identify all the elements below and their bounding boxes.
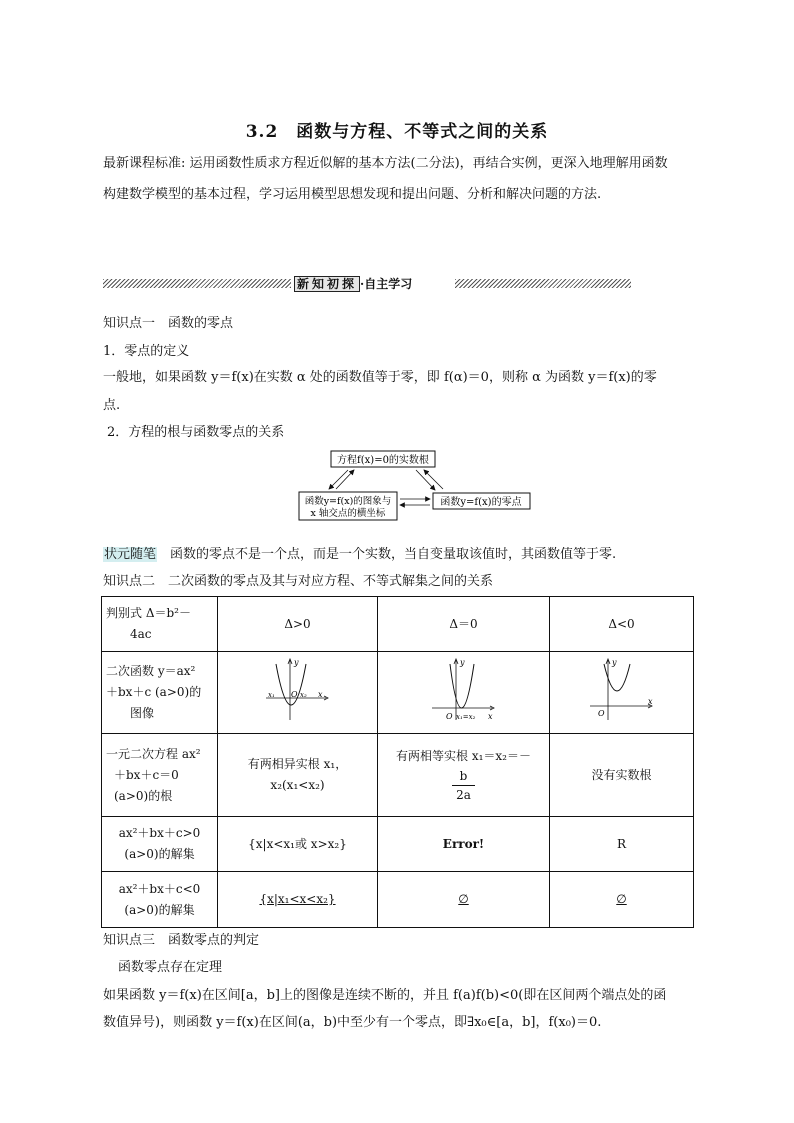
- cell-double-root: [378, 734, 550, 817]
- banner-label: [291, 275, 415, 293]
- diagram-label-zeros: 函数y=f(x)的零点: [440, 497, 522, 508]
- cell-lt-no-root: [550, 872, 694, 928]
- cell-two-distinct-roots: [218, 734, 378, 817]
- kp3-heading: 知识点三 函数零点的判定: [103, 933, 260, 948]
- diagram-label-equation-roots: 方程f(x)=0的实数根: [337, 455, 429, 466]
- graph-one-root: [428, 656, 500, 722]
- graph-label-y: y: [293, 658, 299, 667]
- graph-label-y: y: [459, 658, 465, 667]
- row-head-less-than: [102, 872, 218, 928]
- kp2-heading: 知识点二 二次函数的零点及其与对应方程、不等式解集之间的关系: [103, 574, 494, 589]
- graph-label-origin: O: [290, 690, 298, 699]
- row-head-line: 判别式 Δ＝b²－: [106, 606, 191, 620]
- cell-graph-no-root: [550, 652, 694, 734]
- row-head-line: 图像: [130, 706, 155, 720]
- cell-lt-double-root-value: ∅: [458, 892, 469, 906]
- table-row-greater-than: [102, 817, 694, 872]
- row-head-discriminant: [102, 597, 218, 652]
- cell-line: x₂(x₁<x₂): [270, 778, 325, 792]
- kp1-heading: 知识点一 函数的零点: [103, 316, 234, 331]
- graph-label-y: y: [611, 658, 617, 667]
- fraction-b-over-2a: [452, 767, 475, 804]
- cell-graph-one-root: [378, 652, 550, 734]
- table-row-less-than: [102, 872, 694, 928]
- banner-hatch-right: [455, 279, 631, 288]
- kp1-definition-line-2: 点.: [103, 398, 121, 413]
- row-head-line: (a>0)的根: [114, 788, 173, 803]
- kp3-sub: 函数零点存在定理: [118, 960, 223, 975]
- row-head-line: ax²＋bx＋c>0: [118, 826, 201, 840]
- cell-delta-zero: Δ＝0: [378, 597, 550, 652]
- row-head-line: ax²＋bx＋c<0: [118, 881, 201, 896]
- banner-rest-text: 自主学习: [364, 277, 413, 291]
- cell-lt-two-roots-value: {x|x₁<x<x₂}: [259, 892, 336, 906]
- graph-label-origin: O: [445, 712, 453, 721]
- cell-lt-no-root-value: ∅: [616, 892, 627, 906]
- curriculum-standard: [103, 148, 723, 210]
- page-title: 3.2 函数与方程、不等式之间的关系: [245, 122, 549, 142]
- standard-line-2: 构建数学模型的基本过程，学习运用模型思想发现和提出问题、分析和解决问题的方法.: [103, 187, 602, 202]
- cell-lt-two-roots: [218, 872, 378, 928]
- graph-no-root: [586, 656, 658, 722]
- graph-label-x1-eq-x2: x₁=x₂: [455, 713, 475, 721]
- diagram-arrow-3: [416, 470, 435, 490]
- fraction-denominator: 2a: [456, 788, 471, 802]
- standard-line-1: 最新课程标准: 运用函数性质求方程近似解的基本方法(二分法)，再结合实例，更深入地理解用函数: [103, 156, 668, 171]
- row-head-line: (a>0)的解集: [124, 847, 195, 861]
- table-row-graphs: [102, 652, 694, 734]
- graph-label-x1: x₁: [267, 691, 275, 699]
- kp3-line-2: 数值异号)，则函数 y＝f(x)在区间(a，b)中至少有一个零点，即∃x₀∈[a，b]，f(x₀)＝0.: [103, 1015, 602, 1030]
- cell-delta-negative: Δ<0: [550, 597, 694, 652]
- row-head-line: 二次函数 y＝ax²: [106, 664, 196, 678]
- row-head-line: 一元二次方程 ax²: [106, 746, 201, 761]
- cell-graph-two-roots: [218, 652, 378, 734]
- cell-no-real-roots: 没有实数根: [550, 734, 694, 817]
- cell-line: 有两相等实根 x₁＝x₂＝－: [396, 749, 531, 763]
- graph-label-x: x: [647, 697, 653, 706]
- cell-gt-double-root: Error!: [378, 817, 550, 872]
- banner-dot: ·: [360, 277, 365, 291]
- row-head-line: ＋bx＋c (a>0)的: [106, 685, 202, 699]
- cell-gt-no-root: R: [550, 817, 694, 872]
- banner-boxed-text: 新知初探: [294, 276, 360, 292]
- fraction-numerator: b: [452, 767, 475, 786]
- row-head-equation: [102, 734, 218, 817]
- kp1-sub1: 1．零点的定义: [103, 344, 190, 359]
- section-banner: [103, 275, 631, 293]
- table-row-discriminant: [102, 597, 694, 652]
- row-head-greater-than: [102, 817, 218, 872]
- diagram-arrow-4: [424, 470, 443, 489]
- note-text: 函数的零点不是一个点，而是一个实数，当自变量取该值时，其函数值等于零.: [157, 547, 617, 562]
- note-line: [103, 543, 616, 562]
- cell-delta-positive: Δ>0: [218, 597, 378, 652]
- cell-lt-double-root: [378, 872, 550, 928]
- row-head-line: 4ac: [130, 627, 152, 641]
- graph-label-origin: O: [597, 709, 605, 718]
- diagram-label-intersection-1: 函数y=f(x)的图象与: [304, 496, 392, 507]
- diagram-label-intersection-2: x 轴交点的横坐标: [310, 508, 386, 519]
- banner-hatch-left: [103, 279, 293, 288]
- row-head-graph: [102, 652, 218, 734]
- root-zero-diagram: [298, 449, 532, 524]
- kp1-sub2: 2．方程的根与函数零点的关系: [107, 425, 285, 440]
- graph-label-x2: x₂: [299, 691, 307, 699]
- parabola-curve: [450, 664, 474, 708]
- cell-gt-two-roots: {x|x<x₁或 x>x₂}: [218, 817, 378, 872]
- row-head-line: (a>0)的解集: [124, 902, 195, 917]
- kp1-definition-line-1: 一般地，如果函数 y＝f(x)在实数 α 处的函数值等于零，即 f(α)＝0，则称 α 为函数 y＝f(x)的零: [103, 370, 657, 385]
- table-row-equation-roots: [102, 734, 694, 817]
- graph-label-x: x: [317, 690, 323, 699]
- graph-label-x: x: [487, 712, 493, 721]
- quadratic-table: [101, 596, 694, 928]
- graph-two-roots: [262, 656, 334, 722]
- row-head-line: ＋bx＋c＝0: [114, 767, 179, 782]
- note-tag: 状元随笔: [104, 547, 157, 562]
- cell-line: 有两相异实根 x₁，: [247, 757, 348, 771]
- kp3-line-1: 如果函数 y＝f(x)在区间[a，b]上的图像是连续不断的，并且 f(a)f(b)<0(即在区间两个端点处的函: [103, 988, 667, 1003]
